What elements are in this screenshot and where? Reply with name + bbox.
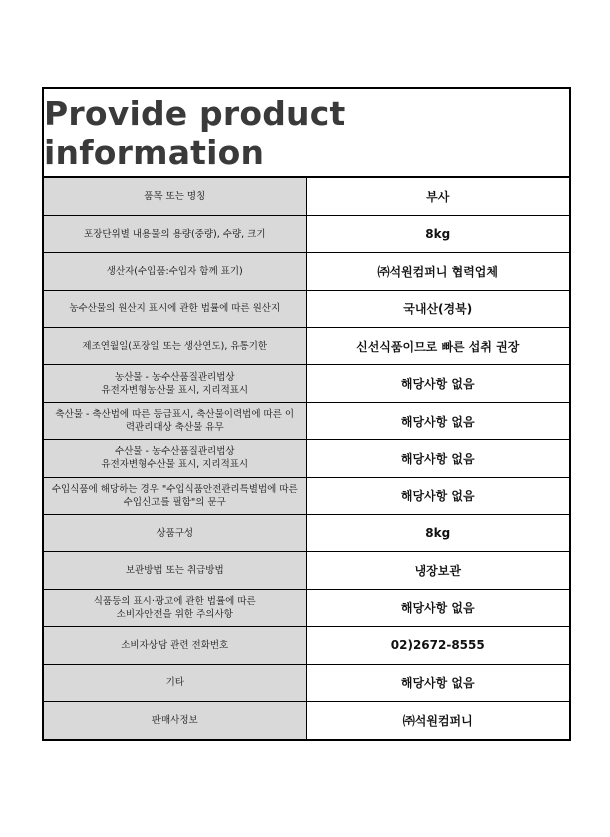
row-value: 해당사항 없음 [306, 440, 569, 477]
row-label [44, 515, 306, 552]
row-label-line: 수입신고를 필함"의 문구 [123, 496, 226, 508]
table-row [44, 178, 569, 215]
table-row [44, 589, 569, 626]
row-label-line: 소비자안전을 위한 주의사항 [116, 608, 233, 620]
row-label-line: 유전자변형농산물 표시, 지리적표시 [101, 384, 249, 396]
row-label-line: 보관방법 또는 취급방법 [125, 565, 224, 577]
row-value: 8kg [306, 215, 569, 252]
row-label-line: 력관리대상 축산물 유무 [125, 422, 224, 434]
row-label [44, 477, 306, 514]
row-label-line: 제조연월일(포장일 또는 생산연도), 유통기한 [82, 340, 268, 352]
table-row [44, 515, 569, 552]
row-label [44, 253, 306, 290]
row-label [44, 215, 306, 252]
product-info-table-body [44, 178, 569, 739]
row-value: ㈜석원컴퍼니 [306, 701, 569, 738]
row-label-line: 농산물 - 농수산품질관리법상 [114, 371, 235, 383]
table-row [44, 664, 569, 701]
table-row [44, 253, 569, 290]
product-info-sheet [42, 87, 571, 741]
row-value: 해당사항 없음 [306, 365, 569, 402]
table-row [44, 365, 569, 402]
row-value: 부사 [306, 178, 569, 215]
table-row [44, 477, 569, 514]
row-label-line: 생산자(수입품:수입자 함께 표기) [106, 265, 243, 277]
row-value: 해당사항 없음 [306, 402, 569, 439]
table-row [44, 402, 569, 439]
table-row [44, 701, 569, 738]
row-label-line: 유전자변형수산물 표시, 지리적표시 [101, 459, 249, 471]
row-label-line: 수산물 - 농수산품질관리법상 [114, 446, 235, 458]
title-box [44, 89, 569, 178]
row-value: ㈜석원컴퍼니 협력업체 [306, 253, 569, 290]
row-label [44, 627, 306, 664]
row-value: 해당사항 없음 [306, 589, 569, 626]
row-label [44, 402, 306, 439]
table-row [44, 290, 569, 327]
row-value: 신선식품이므로 빠른 섭취 권장 [306, 328, 569, 365]
row-value: 국내산(경북) [306, 290, 569, 327]
table-row [44, 552, 569, 589]
product-info-table [44, 178, 569, 739]
row-label-line: 품목 또는 명칭 [144, 190, 206, 202]
row-label [44, 328, 306, 365]
row-value: 8kg [306, 515, 569, 552]
table-row [44, 627, 569, 664]
row-label-line: 포장단위별 내용물의 용량(중량), 수량, 크기 [83, 228, 266, 240]
row-label-line: 상품구성 [156, 527, 194, 539]
row-value: 해당사항 없음 [306, 477, 569, 514]
row-value: 02)2672-8555 [306, 627, 569, 664]
row-value: 냉장보관 [306, 552, 569, 589]
page-title: Provide product information [44, 93, 346, 172]
table-row [44, 440, 569, 477]
table-row [44, 215, 569, 252]
row-label-line: 소비자상담 관련 전화번호 [121, 639, 229, 651]
row-label [44, 365, 306, 402]
row-label-line: 농수산물의 원산지 표시에 관한 법률에 따른 원산지 [69, 303, 281, 315]
row-label [44, 701, 306, 738]
row-label [44, 178, 306, 215]
row-label [44, 290, 306, 327]
row-label [44, 589, 306, 626]
row-label-line: 수입식품에 해당하는 경우 "수입식품안전관리특별법에 따른 [51, 483, 298, 495]
row-label [44, 440, 306, 477]
row-label [44, 664, 306, 701]
table-row [44, 328, 569, 365]
row-label-line: 식품등의 표시·광고에 관한 법률에 따른 [93, 595, 256, 607]
row-label [44, 552, 306, 589]
row-label-line: 축산물 - 축산법에 따른 등급표시, 축산물이력법에 따른 이 [55, 409, 295, 421]
row-value: 해당사항 없음 [306, 664, 569, 701]
row-label-line: 기타 [165, 677, 184, 689]
row-label-line: 판매사정보 [151, 714, 198, 726]
